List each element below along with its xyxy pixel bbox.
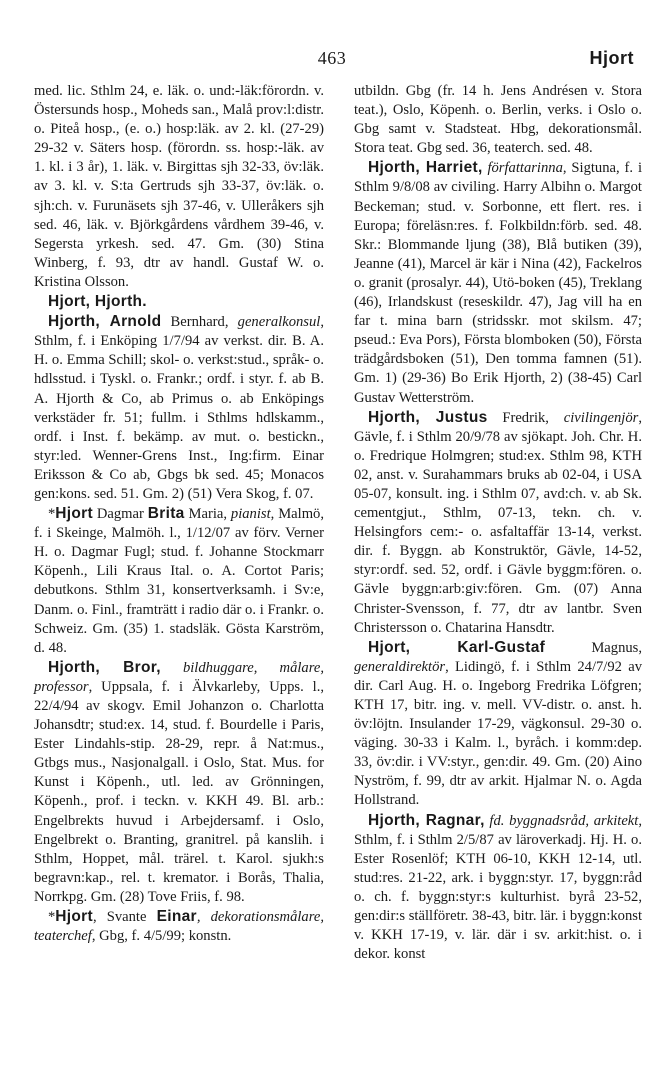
headword: Hjorth, Harriet, xyxy=(368,159,483,177)
given-names: Fredrik, xyxy=(487,409,564,426)
continued-entry-text: utbildn. Gbg (fr. 14 h. Jens Andrésen v. Stora teat.), Oslo, Köpenh. o. Berlin, verks. i Oslo o. Gbg samt v. Stadsteat. Hbg, dekorationsmål. Stora teat. Gbg sed. 36, teaterch. sed. 48. xyxy=(354,83,642,157)
occupation: generaldirektör xyxy=(354,658,446,675)
given-names: Magnus, xyxy=(545,639,642,656)
headword: Hjort xyxy=(55,908,93,926)
entry-hjort-hjorth xyxy=(34,292,324,312)
continued-entry-text: med. lic. Sthlm 24, e. läk. o. und:-läk:förordn. v. Östersunds hosp., Moheds san., Malå prov:l:distr. o. Piteå hosp., (e. o.) hosp:läk. av 2. kl. (27-29) 29-32 v. Säters hosp. (förordn. ss. hosp:-läk. av 1. kl. i 3 år), 1. läk. v. Birgittas sjh 32-33, öv:läk. av 3. kl. v. S:ta Gertruds sjh 33-37, öv:läk. o. sjh:ch. v. Furunäsets sjh 37-46, v. Ulleråkers sjh sed. 46, läk. v. Björkgårdens vårdhem 39-46, v. Segersta yrkesh. sed. 47. Gm. (30) Stina Winberg, f. 93, dtr av handl. Gustaf W. o. Kristina Olsson. xyxy=(34,83,324,290)
headword: Hjort, Hjorth. xyxy=(48,293,147,311)
occupation: bildhuggare, målare, professor xyxy=(34,659,324,695)
right-column xyxy=(354,82,642,964)
occupation: författarinna xyxy=(482,160,563,177)
entry-bror xyxy=(34,658,324,907)
entry-text: , Malmö, f. i Skeinge, Malmöh. l., 1/12/07 av förv. Verner H. o. Dagmar Fugl; stud. f. Johanne Stockmarr Köpenh., Lili Kraus Ital. o. A. Cortot Paris; debutkons. Sthlm 31, konsertverksamh. i Sv:e, Danm. o. Finl., framträtt i radio där o. i Frankr. o. Schweiz. Gm. (35) 1. stadsläk. Gösta Karström, d. 48. xyxy=(34,506,324,656)
entry-text: , Sthlm, f. i Sthlm 2/5/87 av läroverkadj. Hj. H. o. Ester Rosenlöf; KTH 06-10, KKH 12-14, utl. stud:res. 21-22, ark. i byggn:styr. 17, byggn:råd o. ch. f. byggn:styr:s kulturhist. byrå 23-52, gen:dir:s ställföretr. 38-43, bitr. lär. i byggn:konst v. KKH 17-19, v. lär. där i sv. arkit:hist. o. i dekor. konst xyxy=(354,812,642,963)
entry-arnold xyxy=(34,312,324,504)
entry-justus xyxy=(354,408,642,638)
occupation: generalkonsul xyxy=(237,314,321,331)
headword: Hjort, Karl-Gustaf xyxy=(368,638,546,656)
occupation: pianist xyxy=(230,506,271,523)
entry-text: , Sigtuna, f. i Sthlm 9/8/08 av civiling. Harry Albihn o. Margot Beckeman; stud. v. Sorbonne, ett flert. res. i Europa; föreläsn:res. f. Folkbildn:förb. sed. 48. Skr.: Blommande ljung (38), Blå butiken (39), Jeanne (41), Marcel är kär i Nina (42), Fackelros o. granit (prosalyr. 44), Utö-boken (45), Treklang (46), Irlandskust (reseskildr. 47), Jag vill ha en far t. mina barn (stridsskr. mot skilsm. 47; pseud.: Eva Pors), Första blomboken (50), Första trädgårdsboken (51), Den tomma famnen (51). Gm. 1) (29-36) Bo Erik Hjorth, 2) (38-45) Carl Gustav Wetterström. xyxy=(354,160,642,406)
entry-karl-gustaf xyxy=(354,638,642,811)
headword-callname: Brita xyxy=(147,505,185,523)
left-column xyxy=(34,82,324,946)
entry-brita xyxy=(34,504,324,658)
entry-text: , Uppsala, f. i Älvkarleby, Upps. l., 22/4/94 av skogv. Emil Johanzon o. Charlotta Johansdtr; stud:ex. 14, stud. f. Bourdelle i Paris, Ester Lindahls-stip. 28-29, repr. å Nat:mus., Gtbgs mus., Nasjonalgall. i Oslo, Stat. Mus. for Kunst i Köpenh., utl. led. av Grönningen, Köpenh., prof. i teckn. v. KKH 49. Bl. arb.: Engelbrekts huvud i Arbejdersamf. i Oslo, Engelbrekt o. Branting, granitrel. på kanslih. i Sthlm, Hoppet, mål. trärel. t. Karol. sjukh:s begravn:kap., rel. t. kremator. i Borås, Thalia, Norrkpg. Gm. (28) Tove Friis, f. 98. xyxy=(34,678,324,905)
entry-einar xyxy=(34,907,324,946)
headword: Hjorth, Ragnar, xyxy=(368,811,485,829)
entry-harriet xyxy=(354,158,642,407)
entry-text: , Sthlm, f. i Enköping 1/7/94 av verkst. dir. B. A. H. o. Emma Schill; skol- o. verkst:stud., språk- o. hdlsstud. i Tyskl. o. Frankr.; ordf. i styr. f. ab B. A. Hjorth & Co, ab Primus o. ab Enköpings verkstäder fr. 51; fullm. i Sthlms hdlskamm., ordf. i Inst. f. bekämp. av mut. o. bestickn., styr:led. Wenner-Grens Inst., Ing:firm. Einar Eriksson & Co ab, Gbgs bk sed. 45; Monacos gen:kons. sed. 51. Gm. 2) (51) Vera Skog, f. 07. xyxy=(34,314,324,502)
entry-text: , Gävle, f. i Sthlm 20/9/78 av sjökapt. Joh. Chr. H. o. Fredrique Holmgren; stud:ex. Sthlm 98, KTH 02, anst. v. Surahammars bruks ab 02-04, i USA 05-07, konsult. ing. i Sthlm 07, avd:ch. v. ab Sk. cementgjut., Sthlm, 07-13, tekn. ch. v. Helsingfors cem:- o. asfaltaffär 13-14, verkst. dir. f. Byggn. ab Konstruktör, Gävle, 14-52, styr:ordf. sed. 52, ordf. i Gävle byggm:fören. o. Gävle byggn:arb:giv:fören. Gm. (07) Anna Christer-Svensson, f. 77, dtr av lantbr. Sven Christersson o. Chatarina Hansdtr. xyxy=(354,409,642,636)
given-names: Maria, xyxy=(184,506,231,523)
headword: Hjort xyxy=(55,505,93,523)
headword: Hjorth, Bror, xyxy=(48,658,161,676)
entry-ragnar xyxy=(354,811,642,965)
given-names: Dagmar xyxy=(92,506,148,523)
occupation: , dekorationsmålare, teaterchef xyxy=(34,909,324,945)
headword-callname: Einar xyxy=(156,908,197,926)
given-names: , Svante xyxy=(92,909,157,926)
star-marker: * xyxy=(48,909,56,926)
given-names: Bernhard, xyxy=(161,314,238,331)
headword: Hjorth, Arnold xyxy=(48,313,162,331)
entry-text: , Gbg, f. 4/5/99; konstn. xyxy=(91,928,232,945)
entry-text: , Lidingö, f. i Sthlm 24/7/92 av dir. Carl Aug. H. o. Ingeborg Fredrika Löfgren; KTH 17, bitr. ing. v. mell. VV-distr. o. anst. h. öv:löjtn. Insulander 17-29, vägkonsul. 29-30 o. väging. 30-33 i Kalm. l., byråch. i komm:dep. 33, öv:dir. i VV:styr., gen:dir. 49. Gm. (20) Aino Nyström, f. 99, dtr av arkit. Hjalmar N. o. Agda Hollstrand. xyxy=(354,658,642,809)
occupation: civilingenjör xyxy=(563,409,639,426)
headword: Hjorth, Justus xyxy=(368,408,488,426)
occupation: fd. byggnadsråd, arkitekt xyxy=(484,812,639,829)
star-marker: * xyxy=(48,506,56,523)
page-number: 463 xyxy=(317,48,347,68)
running-head: Hjort xyxy=(589,48,634,68)
